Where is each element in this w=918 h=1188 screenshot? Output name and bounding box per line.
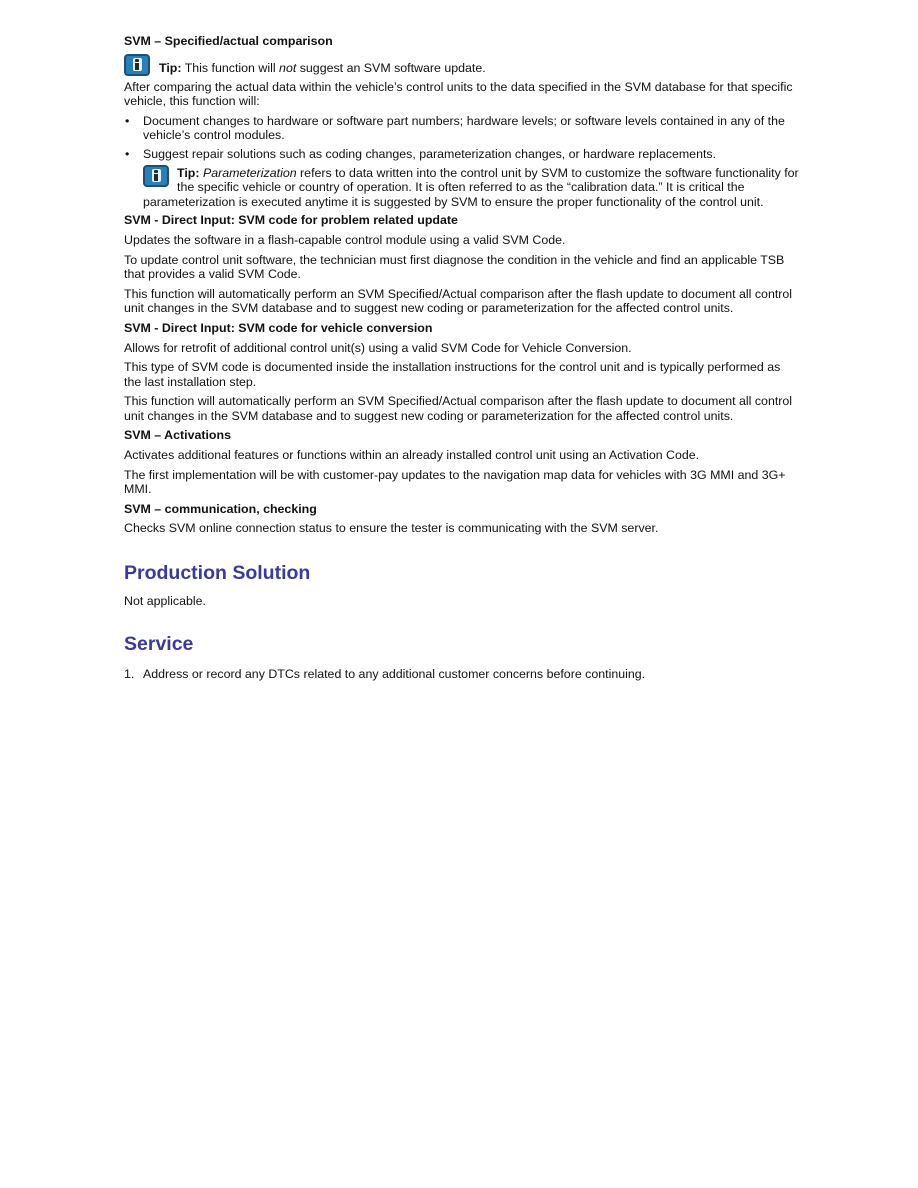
production-solution-heading: Production Solution <box>124 562 311 585</box>
tip-text <box>159 61 486 76</box>
paragraph: Allows for retrofit of additional control unit(s) using a valid SVM Code for Vehicle Conversion. <box>124 340 632 355</box>
heading-specified-actual: SVM – Specified/actual comparison <box>124 34 333 48</box>
intro-paragraph: After comparing the actual data within the vehicle’s control units to the data specified in the SVM database for that specific vehicle, this function will: <box>124 79 793 109</box>
tip-text-before: This function will <box>181 61 280 75</box>
service-heading: Service <box>124 632 194 655</box>
nested-tip-callout <box>124 166 800 210</box>
list-item <box>124 147 800 162</box>
info-icon <box>124 54 150 76</box>
step-number: 1. <box>124 666 135 681</box>
paragraph: Updates the software in a flash-capable control module using a valid SVM Code. <box>124 232 566 247</box>
paragraph: This function will automatically perform an SVM Specified/Actual comparison after the flash update to document all control unit changes in the SVM database and to suggest new coding or parameterization for the affected control units. <box>124 394 793 423</box>
list-item <box>124 114 800 143</box>
production-solution-text: Not applicable. <box>124 594 206 609</box>
bullet-glyph: • <box>125 113 130 128</box>
tip-emphasis: Parameterization <box>202 165 297 180</box>
tip-label: Tip: <box>159 61 182 75</box>
heading-problem-update: SVM - Direct Input: SVM code for problem related update <box>124 213 458 228</box>
list-item-text: Suggest repair solutions such as coding changes, parameterization changes, or hardware replacements. <box>143 146 717 161</box>
paragraph: This type of SVM code is documented inside the installation instructions for the control unit and is typically performed as the last installation step. <box>124 360 781 389</box>
service-steps <box>124 667 800 682</box>
document-content <box>124 34 800 681</box>
heading-communication: SVM – communication, checking <box>124 501 317 516</box>
info-icon <box>143 165 169 187</box>
tip-text: refers to data written into the control unit by SVM to customize the software functionality for the specific vehicle or country of operation. It is often referred to as the “calibration data.” It is critical the parameterization is executed anytime it is suggested by SVM to ensure the proper functionality of the control unit. <box>143 165 799 209</box>
service-step <box>124 667 800 682</box>
paragraph: The first implementation will be with customer-pay updates to the navigation map data for vehicles with 3G MMI and 3G+ MMI. <box>124 467 786 497</box>
bullet-list <box>124 114 800 162</box>
tip-emphasis: not <box>279 61 297 75</box>
heading-vehicle-conversion: SVM - Direct Input: SVM code for vehicle conversion <box>124 320 433 335</box>
list-item-text: Document changes to hardware or software part numbers; hardware levels; or software levels contained in any of the vehicle’s control modules. <box>143 113 785 143</box>
step-text: Address or record any DTCs related to any additional customer concerns before continuing. <box>143 666 646 681</box>
tip-text-after: suggest an SVM software update. <box>296 61 486 75</box>
heading-activations: SVM – Activations <box>124 428 231 443</box>
tip-callout <box>124 54 800 76</box>
paragraph: Activates additional features or functions within an already installed control unit using an Activation Code. <box>124 448 700 463</box>
paragraph: Checks SVM online connection status to ensure the tester is communicating with the SVM server. <box>124 521 659 536</box>
tip-label: Tip: <box>177 165 200 180</box>
paragraph: This function will automatically perform an SVM Specified/Actual comparison after the flash update to document all control unit changes in the SVM database and to suggest new coding or parameterization for the affected control units. <box>124 286 793 316</box>
paragraph: To update control unit software, the technician must first diagnose the condition in the vehicle and find an applicable TSB that provides a valid SVM Code. <box>124 252 785 282</box>
bullet-glyph: • <box>125 146 130 161</box>
